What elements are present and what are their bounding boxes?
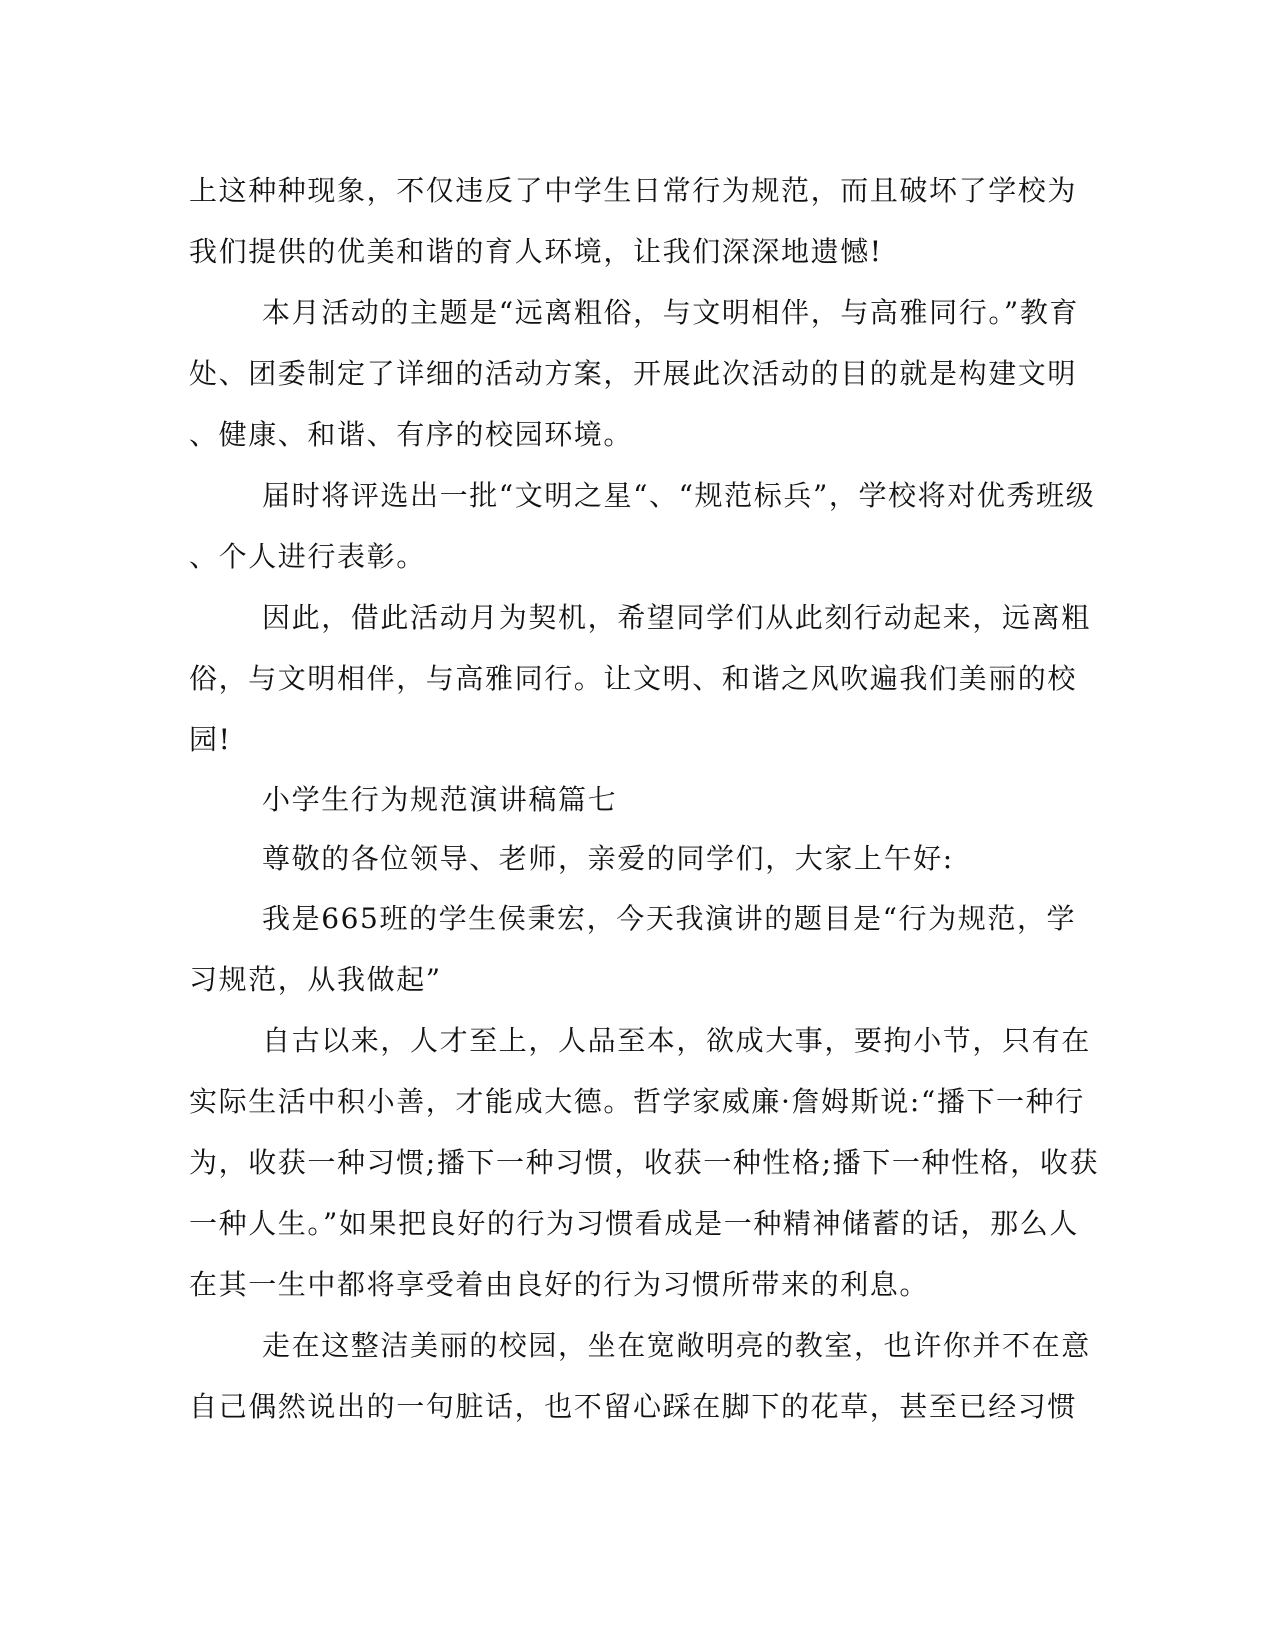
paragraph-line: 自己偶然说出的一句脏话，也不留心踩在脚下的花草，甚至已经习惯	[189, 1390, 1078, 1423]
paragraph-line: 、个人进行表彰。	[189, 540, 426, 573]
paragraph-line: 实际生活中积小善，才能成大德。哲学家威廉·詹姆斯说:“播下一种行	[189, 1085, 1085, 1118]
paragraph-line: 自古以来，人才至上，人品至本，欲成大事，要拘小节，只有在	[262, 1024, 1091, 1057]
paragraph-line: 、健康、和谐、有序的校园环境。	[189, 418, 634, 451]
paragraph-line: 俗，与文明相伴，与高雅同行。让文明、和谐之风吹遍我们美丽的校	[189, 662, 1078, 695]
paragraph-line: 在其一生中都将享受着由良好的行为习惯所带来的利息。	[189, 1268, 930, 1301]
section-heading: 小学生行为规范演讲稿篇七	[262, 783, 618, 816]
paragraph-line: 本月活动的主题是“远离粗俗，与文明相伴，与高雅同行。”教育	[262, 296, 1080, 329]
greeting-line: 尊敬的各位领导、老师，亲爱的同学们，大家上午好:	[262, 842, 954, 875]
paragraph-line: 因此，借此活动月为契机，希望同学们从此刻行动起来，远离粗	[262, 601, 1091, 634]
paragraph-line: 我们提供的优美和谐的育人环境，让我们深深地遗憾!	[189, 235, 883, 268]
paragraph-line: 为，收获一种习惯;播下一种习惯，收获一种性格;播下一种性格，收获	[189, 1146, 1100, 1179]
paragraph-line: 上这种种现象，不仅违反了中学生日常行为规范，而且破坏了学校为	[189, 174, 1078, 207]
paragraph-line: 园!	[189, 723, 232, 756]
paragraph-line: 一种人生。”如果把良好的行为习惯看成是一种精神储蓄的话，那么人	[189, 1207, 1079, 1240]
paragraph-line: 习规范，从我做起”	[189, 963, 442, 996]
paragraph-line: 我是665班的学生侯秉宏，今天我演讲的题目是“行为规范，学	[262, 902, 1077, 935]
paragraph-line: 走在这整洁美丽的校园，坐在宽敞明亮的教室，也许你并不在意	[262, 1329, 1091, 1362]
document-body	[189, 160, 1100, 1437]
paragraph-line: 处、团委制定了详细的活动方案，开展此次活动的目的就是构建文明	[189, 357, 1078, 390]
paragraph-line: 届时将评选出一批“文明之星“、“规范标兵”，学校将对优秀班级	[262, 479, 1096, 512]
